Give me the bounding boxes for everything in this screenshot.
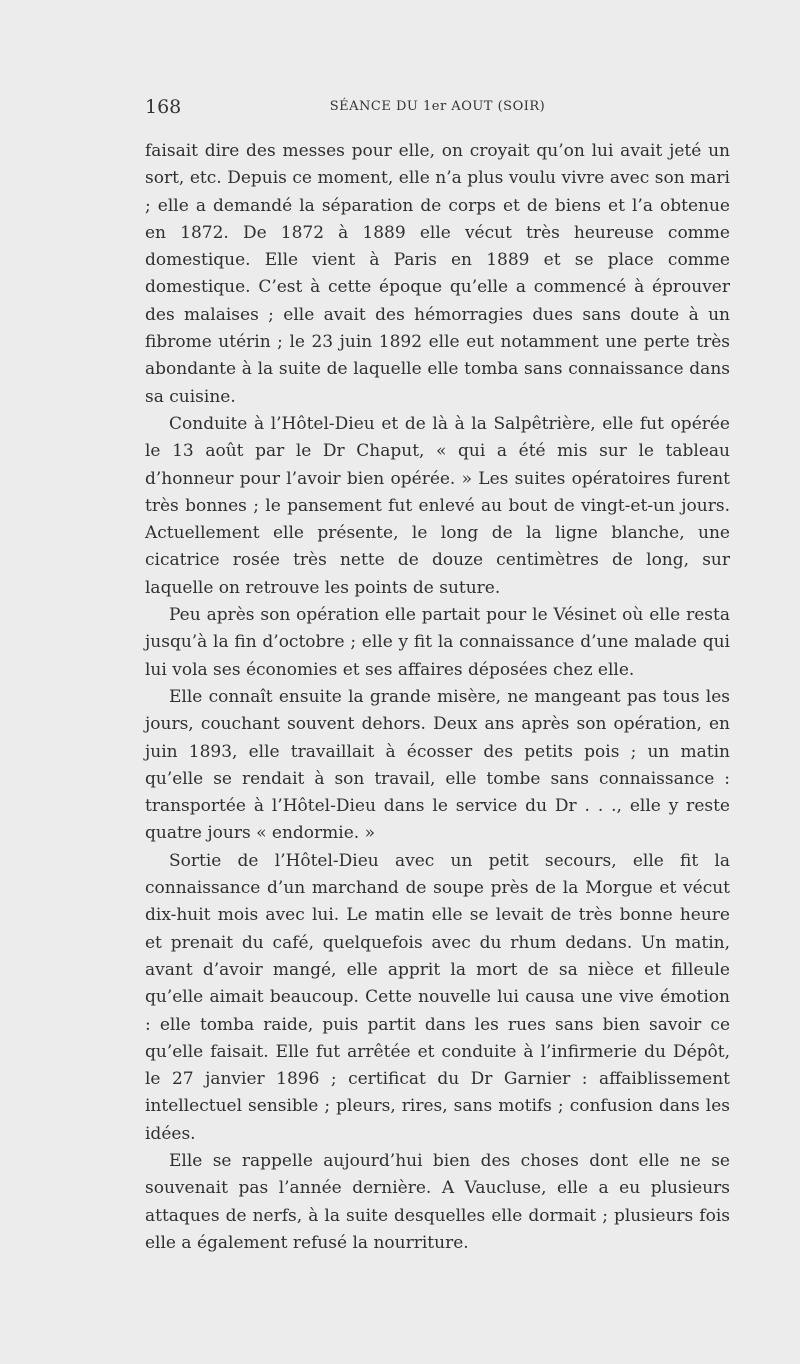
- page-number: 168: [145, 96, 182, 118]
- paragraph: Conduite à l’Hôtel-Dieu et de là à la Salpêtrière, elle fut opérée le 13 août par le Dr Chaput, « qui a été mis sur le tableau d’honneur pour l’avoir bien opérée. » Les suites opératoires furent très bonnes ; le pansement fut enlevé au bout de vingt-et-un jours. Actuellement elle présente, le long de la ligne blanche, une cicatrice rosée très nette de douze centimètres de long, sur laquelle on retrouve les points de suture.: [145, 413, 730, 598]
- paragraph: Sortie de l’Hôtel-Dieu avec un petit secours, elle fit la connaissance d’un marchand de soupe près de la Morgue et vécut dix-huit mois avec lui. Le matin elle se levait de très bonne heure et prenait du café, quelquefois avec du rhum dedans. Un matin, avant d’avoir mangé, elle apprit la mort de sa nièce et filleule qu’elle aimait beaucoup. Cette nouvelle lui causa une vive émotion : elle tomba raide, puis partit dans les rues sans bien savoir ce qu’elle faisait. Elle fut arrêtée et conduite à l’infirmerie du Dépôt, le 27 janvier 1896 ; certificat du Dr Garnier : affaiblissement intellectuel sensible ; pleurs, rires, sans motifs ; confusion dans les idées.: [145, 850, 730, 1144]
- paragraph: Elle connaît ensuite la grande misère, ne mangeant pas tous les jours, couchant souvent dehors. Deux ans après son opération, en juin 1893, elle travaillait à écosser des petits pois ; un matin qu’elle se rendait à son travail, elle tombe sans connaissance : transportée à l’Hôtel-Dieu dans le service du Dr . . ., elle y reste quatre jours « endormie. »: [145, 686, 730, 844]
- running-head: SÉANCE DU 1er AOUT (SOIR): [329, 99, 546, 114]
- body-text: [145, 138, 730, 1257]
- paragraph: Peu après son opération elle partait pour le Vésinet où elle resta jusqu’à la fin d’octobre ; elle y fit la connaissance d’une malade qui lui vola ses économies et ses affaires déposées chez elle.: [145, 605, 730, 680]
- paragraph: Elle se rappelle aujourd’hui bien des choses dont elle ne se souvenait pas l’année dernière. A Vaucluse, elle a eu plusieurs attaques de nerfs, à la suite desquelles elle dormait ; plusieurs fois elle a également refusé la nourriture.: [145, 1150, 730, 1253]
- page-header: [145, 96, 730, 122]
- paragraph: faisait dire des messes pour elle, on croyait qu’on lui avait jeté un sort, etc. Depuis ce moment, elle n’a plus voulu vivre avec son mari ; elle a demandé la séparation de corps et de biens et l’a obtenue en 1872. De 1872 à 1889 elle vécut très heureuse comme domestique. Elle vient à Paris en 1889 et se place comme domestique. C’est à cette époque qu’elle a commencé à éprouver des malaises ; elle avait des hémorragies dues sans doute à un fibrome utérin ; le 23 juin 1892 elle eut notamment une perte très abondante à la suite de laquelle elle tomba sans connaissance dans sa cuisine.: [145, 141, 730, 407]
